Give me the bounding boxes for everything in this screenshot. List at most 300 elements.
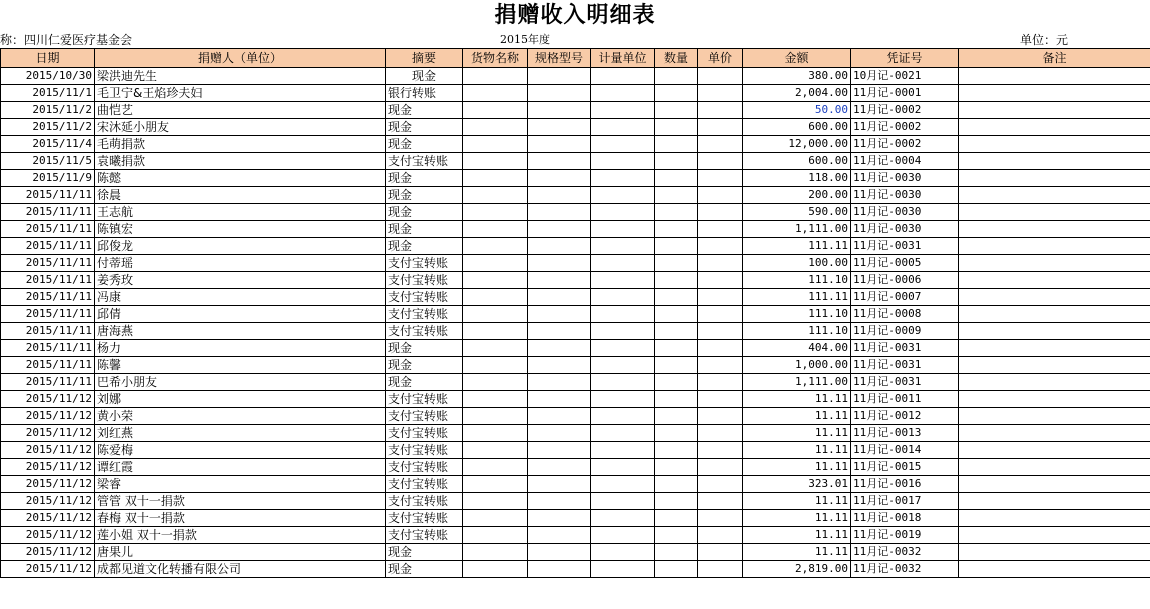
- cell-donor[interactable]: 邱俊龙: [95, 238, 386, 255]
- cell-goods[interactable]: [463, 153, 528, 170]
- cell-remark[interactable]: [959, 391, 1150, 408]
- cell-remark[interactable]: [959, 425, 1150, 442]
- cell-voucher[interactable]: 11月记-0007: [851, 289, 959, 306]
- cell-goods[interactable]: [463, 255, 528, 272]
- cell-voucher[interactable]: 10月记-0021: [851, 68, 959, 85]
- cell-voucher[interactable]: 11月记-0030: [851, 187, 959, 204]
- cell-donor[interactable]: 唐果儿: [95, 544, 386, 561]
- cell-price[interactable]: [698, 221, 743, 238]
- cell-voucher[interactable]: 11月记-0002: [851, 102, 959, 119]
- cell-price[interactable]: [698, 391, 743, 408]
- cell-summary[interactable]: 支付宝转账: [386, 476, 463, 493]
- cell-summary[interactable]: 支付宝转账: [386, 459, 463, 476]
- cell-amount[interactable]: 11.11: [743, 391, 851, 408]
- cell-donor[interactable]: 徐晨: [95, 187, 386, 204]
- cell-qty[interactable]: [655, 408, 698, 425]
- cell-summary[interactable]: 现金: [386, 357, 463, 374]
- cell-price[interactable]: [698, 527, 743, 544]
- cell-summary[interactable]: 现金: [386, 187, 463, 204]
- cell-amount[interactable]: 111.10: [743, 272, 851, 289]
- col-header-goods[interactable]: 货物名称: [463, 49, 528, 68]
- cell-voucher[interactable]: 11月记-0002: [851, 119, 959, 136]
- cell-qty[interactable]: [655, 102, 698, 119]
- cell-qty[interactable]: [655, 323, 698, 340]
- cell-goods[interactable]: [463, 561, 528, 578]
- cell-remark[interactable]: [959, 561, 1150, 578]
- cell-date[interactable]: 2015/11/12: [1, 510, 95, 527]
- cell-price[interactable]: [698, 425, 743, 442]
- cell-amount[interactable]: 12,000.00: [743, 136, 851, 153]
- cell-amount[interactable]: 200.00: [743, 187, 851, 204]
- cell-donor[interactable]: 陈馨: [95, 357, 386, 374]
- cell-qty[interactable]: [655, 68, 698, 85]
- cell-spec[interactable]: [528, 374, 591, 391]
- cell-spec[interactable]: [528, 493, 591, 510]
- cell-summary[interactable]: 支付宝转账: [386, 153, 463, 170]
- cell-spec[interactable]: [528, 289, 591, 306]
- cell-amount[interactable]: 1,000.00: [743, 357, 851, 374]
- cell-goods[interactable]: [463, 357, 528, 374]
- cell-amount[interactable]: 600.00: [743, 153, 851, 170]
- cell-remark[interactable]: [959, 476, 1150, 493]
- cell-date[interactable]: 2015/11/11: [1, 187, 95, 204]
- cell-amount[interactable]: 380.00: [743, 68, 851, 85]
- cell-spec[interactable]: [528, 459, 591, 476]
- cell-date[interactable]: 2015/11/12: [1, 391, 95, 408]
- cell-amount[interactable]: 590.00: [743, 204, 851, 221]
- cell-donor[interactable]: 邱倩: [95, 306, 386, 323]
- cell-remark[interactable]: [959, 170, 1150, 187]
- cell-price[interactable]: [698, 323, 743, 340]
- cell-goods[interactable]: [463, 68, 528, 85]
- cell-goods[interactable]: [463, 544, 528, 561]
- cell-donor[interactable]: 陈懿: [95, 170, 386, 187]
- cell-unit[interactable]: [591, 153, 655, 170]
- cell-summary[interactable]: 支付宝转账: [386, 289, 463, 306]
- cell-summary[interactable]: 支付宝转账: [386, 323, 463, 340]
- cell-date[interactable]: 2015/11/12: [1, 408, 95, 425]
- cell-price[interactable]: [698, 255, 743, 272]
- cell-qty[interactable]: [655, 306, 698, 323]
- col-header-summary[interactable]: 摘要: [386, 49, 463, 68]
- cell-amount[interactable]: 11.11: [743, 442, 851, 459]
- cell-goods[interactable]: [463, 425, 528, 442]
- cell-spec[interactable]: [528, 187, 591, 204]
- cell-price[interactable]: [698, 510, 743, 527]
- cell-unit[interactable]: [591, 272, 655, 289]
- cell-qty[interactable]: [655, 425, 698, 442]
- cell-summary[interactable]: 现金: [386, 204, 463, 221]
- cell-amount[interactable]: 323.01: [743, 476, 851, 493]
- cell-donor[interactable]: 杨力: [95, 340, 386, 357]
- cell-price[interactable]: [698, 102, 743, 119]
- cell-voucher[interactable]: 11月记-0017: [851, 493, 959, 510]
- col-header-price[interactable]: 单价: [698, 49, 743, 68]
- cell-goods[interactable]: [463, 102, 528, 119]
- cell-unit[interactable]: [591, 544, 655, 561]
- cell-summary[interactable]: 现金: [386, 374, 463, 391]
- cell-unit[interactable]: [591, 476, 655, 493]
- cell-remark[interactable]: [959, 204, 1150, 221]
- cell-unit[interactable]: [591, 374, 655, 391]
- cell-goods[interactable]: [463, 85, 528, 102]
- col-header-remark[interactable]: 备注: [959, 49, 1150, 68]
- cell-price[interactable]: [698, 153, 743, 170]
- cell-goods[interactable]: [463, 510, 528, 527]
- cell-price[interactable]: [698, 561, 743, 578]
- cell-qty[interactable]: [655, 357, 698, 374]
- cell-remark[interactable]: [959, 221, 1150, 238]
- cell-date[interactable]: 2015/11/11: [1, 340, 95, 357]
- cell-voucher[interactable]: 11月记-0016: [851, 476, 959, 493]
- col-header-amount[interactable]: 金额: [743, 49, 851, 68]
- cell-unit[interactable]: [591, 102, 655, 119]
- cell-amount[interactable]: 1,111.00: [743, 221, 851, 238]
- cell-remark[interactable]: [959, 238, 1150, 255]
- cell-spec[interactable]: [528, 561, 591, 578]
- cell-price[interactable]: [698, 136, 743, 153]
- cell-date[interactable]: 2015/11/12: [1, 493, 95, 510]
- cell-price[interactable]: [698, 204, 743, 221]
- cell-donor[interactable]: 刘红燕: [95, 425, 386, 442]
- cell-summary[interactable]: 支付宝转账: [386, 527, 463, 544]
- cell-spec[interactable]: [528, 442, 591, 459]
- cell-qty[interactable]: [655, 340, 698, 357]
- cell-amount[interactable]: 11.11: [743, 408, 851, 425]
- cell-summary[interactable]: 现金: [386, 102, 463, 119]
- cell-donor[interactable]: 梁洪迪先生: [95, 68, 386, 85]
- cell-remark[interactable]: [959, 289, 1150, 306]
- cell-price[interactable]: [698, 119, 743, 136]
- cell-goods[interactable]: [463, 136, 528, 153]
- cell-donor[interactable]: 刘娜: [95, 391, 386, 408]
- cell-date[interactable]: 2015/11/12: [1, 544, 95, 561]
- cell-voucher[interactable]: 11月记-0018: [851, 510, 959, 527]
- cell-summary[interactable]: 现金: [386, 170, 463, 187]
- cell-spec[interactable]: [528, 68, 591, 85]
- cell-remark[interactable]: [959, 527, 1150, 544]
- cell-qty[interactable]: [655, 153, 698, 170]
- cell-price[interactable]: [698, 544, 743, 561]
- cell-qty[interactable]: [655, 510, 698, 527]
- cell-donor[interactable]: 宋沐延小朋友: [95, 119, 386, 136]
- cell-qty[interactable]: [655, 527, 698, 544]
- cell-spec[interactable]: [528, 221, 591, 238]
- cell-date[interactable]: 2015/11/12: [1, 442, 95, 459]
- cell-summary[interactable]: 支付宝转账: [386, 272, 463, 289]
- cell-voucher[interactable]: 11月记-0012: [851, 408, 959, 425]
- cell-amount[interactable]: 2,004.00: [743, 85, 851, 102]
- cell-summary[interactable]: 支付宝转账: [386, 255, 463, 272]
- cell-qty[interactable]: [655, 170, 698, 187]
- cell-remark[interactable]: [959, 510, 1150, 527]
- cell-voucher[interactable]: 11月记-0030: [851, 170, 959, 187]
- cell-voucher[interactable]: 11月记-0013: [851, 425, 959, 442]
- cell-amount[interactable]: 111.11: [743, 289, 851, 306]
- cell-qty[interactable]: [655, 374, 698, 391]
- cell-voucher[interactable]: 11月记-0008: [851, 306, 959, 323]
- cell-amount[interactable]: 404.00: [743, 340, 851, 357]
- cell-donor[interactable]: 巴希小朋友: [95, 374, 386, 391]
- cell-spec[interactable]: [528, 255, 591, 272]
- cell-goods[interactable]: [463, 323, 528, 340]
- cell-amount[interactable]: 11.11: [743, 493, 851, 510]
- cell-unit[interactable]: [591, 221, 655, 238]
- cell-unit[interactable]: [591, 561, 655, 578]
- cell-remark[interactable]: [959, 272, 1150, 289]
- cell-remark[interactable]: [959, 442, 1150, 459]
- cell-goods[interactable]: [463, 289, 528, 306]
- cell-spec[interactable]: [528, 425, 591, 442]
- cell-date[interactable]: 2015/11/1: [1, 85, 95, 102]
- cell-qty[interactable]: [655, 255, 698, 272]
- cell-spec[interactable]: [528, 510, 591, 527]
- cell-spec[interactable]: [528, 340, 591, 357]
- cell-amount[interactable]: 11.11: [743, 510, 851, 527]
- cell-spec[interactable]: [528, 85, 591, 102]
- cell-date[interactable]: 2015/11/11: [1, 221, 95, 238]
- cell-price[interactable]: [698, 306, 743, 323]
- cell-date[interactable]: 2015/11/11: [1, 255, 95, 272]
- cell-voucher[interactable]: 11月记-0004: [851, 153, 959, 170]
- cell-unit[interactable]: [591, 119, 655, 136]
- cell-qty[interactable]: [655, 493, 698, 510]
- cell-date[interactable]: 2015/11/5: [1, 153, 95, 170]
- cell-goods[interactable]: [463, 408, 528, 425]
- cell-unit[interactable]: [591, 170, 655, 187]
- cell-summary[interactable]: 现金: [386, 119, 463, 136]
- cell-amount[interactable]: 111.10: [743, 306, 851, 323]
- cell-spec[interactable]: [528, 102, 591, 119]
- cell-summary[interactable]: 现金: [386, 340, 463, 357]
- col-header-spec[interactable]: 规格型号: [528, 49, 591, 68]
- cell-qty[interactable]: [655, 136, 698, 153]
- cell-date[interactable]: 2015/11/11: [1, 272, 95, 289]
- cell-unit[interactable]: [591, 136, 655, 153]
- cell-spec[interactable]: [528, 476, 591, 493]
- cell-donor[interactable]: 姜秀玫: [95, 272, 386, 289]
- cell-qty[interactable]: [655, 561, 698, 578]
- cell-price[interactable]: [698, 170, 743, 187]
- cell-date[interactable]: 2015/11/11: [1, 323, 95, 340]
- cell-price[interactable]: [698, 340, 743, 357]
- cell-date[interactable]: 2015/11/2: [1, 119, 95, 136]
- cell-donor[interactable]: 春梅 双十一捐款: [95, 510, 386, 527]
- cell-remark[interactable]: [959, 255, 1150, 272]
- cell-price[interactable]: [698, 442, 743, 459]
- cell-unit[interactable]: [591, 85, 655, 102]
- cell-goods[interactable]: [463, 238, 528, 255]
- cell-spec[interactable]: [528, 544, 591, 561]
- cell-summary[interactable]: 现金: [386, 561, 463, 578]
- cell-price[interactable]: [698, 85, 743, 102]
- cell-summary[interactable]: 现金: [386, 221, 463, 238]
- cell-goods[interactable]: [463, 442, 528, 459]
- cell-donor[interactable]: 陈镇宏: [95, 221, 386, 238]
- cell-voucher[interactable]: 11月记-0031: [851, 357, 959, 374]
- cell-price[interactable]: [698, 408, 743, 425]
- cell-date[interactable]: 2015/11/2: [1, 102, 95, 119]
- cell-voucher[interactable]: 11月记-0014: [851, 442, 959, 459]
- cell-donor[interactable]: 冯康: [95, 289, 386, 306]
- cell-amount[interactable]: 111.11: [743, 238, 851, 255]
- cell-voucher[interactable]: 11月记-0031: [851, 340, 959, 357]
- cell-spec[interactable]: [528, 408, 591, 425]
- cell-voucher[interactable]: 11月记-0019: [851, 527, 959, 544]
- cell-remark[interactable]: [959, 408, 1150, 425]
- cell-voucher[interactable]: 11月记-0001: [851, 85, 959, 102]
- cell-summary[interactable]: 支付宝转账: [386, 442, 463, 459]
- cell-qty[interactable]: [655, 459, 698, 476]
- col-header-unit[interactable]: 计量单位: [591, 49, 655, 68]
- cell-qty[interactable]: [655, 85, 698, 102]
- cell-unit[interactable]: [591, 289, 655, 306]
- cell-date[interactable]: 2015/11/12: [1, 476, 95, 493]
- cell-voucher[interactable]: 11月记-0005: [851, 255, 959, 272]
- cell-goods[interactable]: [463, 340, 528, 357]
- cell-goods[interactable]: [463, 459, 528, 476]
- cell-qty[interactable]: [655, 221, 698, 238]
- cell-remark[interactable]: [959, 493, 1150, 510]
- cell-unit[interactable]: [591, 391, 655, 408]
- cell-price[interactable]: [698, 272, 743, 289]
- cell-summary[interactable]: 现金: [386, 544, 463, 561]
- cell-date[interactable]: 2015/11/11: [1, 238, 95, 255]
- cell-date[interactable]: 2015/11/11: [1, 357, 95, 374]
- cell-donor[interactable]: 莲小姐 双十一捐款: [95, 527, 386, 544]
- cell-donor[interactable]: 毛萌捐款: [95, 136, 386, 153]
- cell-remark[interactable]: [959, 374, 1150, 391]
- cell-donor[interactable]: 黄小荣: [95, 408, 386, 425]
- cell-price[interactable]: [698, 476, 743, 493]
- cell-spec[interactable]: [528, 238, 591, 255]
- cell-remark[interactable]: [959, 153, 1150, 170]
- cell-spec[interactable]: [528, 527, 591, 544]
- cell-remark[interactable]: [959, 323, 1150, 340]
- cell-unit[interactable]: [591, 68, 655, 85]
- cell-qty[interactable]: [655, 272, 698, 289]
- col-header-qty[interactable]: 数量: [655, 49, 698, 68]
- col-header-date[interactable]: 日期: [1, 49, 95, 68]
- cell-summary[interactable]: 支付宝转账: [386, 391, 463, 408]
- cell-donor[interactable]: 王志航: [95, 204, 386, 221]
- cell-price[interactable]: [698, 459, 743, 476]
- cell-voucher[interactable]: 11月记-0030: [851, 221, 959, 238]
- cell-goods[interactable]: [463, 306, 528, 323]
- cell-unit[interactable]: [591, 493, 655, 510]
- cell-unit[interactable]: [591, 306, 655, 323]
- cell-qty[interactable]: [655, 119, 698, 136]
- cell-unit[interactable]: [591, 204, 655, 221]
- cell-spec[interactable]: [528, 357, 591, 374]
- cell-voucher[interactable]: 11月记-0002: [851, 136, 959, 153]
- cell-spec[interactable]: [528, 136, 591, 153]
- cell-spec[interactable]: [528, 204, 591, 221]
- cell-spec[interactable]: [528, 323, 591, 340]
- cell-remark[interactable]: [959, 68, 1150, 85]
- cell-goods[interactable]: [463, 204, 528, 221]
- cell-date[interactable]: 2015/11/9: [1, 170, 95, 187]
- col-header-donor[interactable]: 捐赠人（单位）: [95, 49, 386, 68]
- cell-goods[interactable]: [463, 187, 528, 204]
- cell-amount[interactable]: 111.10: [743, 323, 851, 340]
- cell-goods[interactable]: [463, 170, 528, 187]
- cell-voucher[interactable]: 11月记-0032: [851, 544, 959, 561]
- cell-unit[interactable]: [591, 357, 655, 374]
- cell-unit[interactable]: [591, 510, 655, 527]
- cell-remark[interactable]: [959, 187, 1150, 204]
- cell-unit[interactable]: [591, 340, 655, 357]
- cell-unit[interactable]: [591, 442, 655, 459]
- cell-date[interactable]: 2015/11/12: [1, 459, 95, 476]
- cell-voucher[interactable]: 11月记-0031: [851, 374, 959, 391]
- cell-unit[interactable]: [591, 255, 655, 272]
- cell-unit[interactable]: [591, 425, 655, 442]
- cell-unit[interactable]: [591, 238, 655, 255]
- cell-donor[interactable]: 成都见道文化转播有限公司: [95, 561, 386, 578]
- cell-goods[interactable]: [463, 476, 528, 493]
- cell-qty[interactable]: [655, 476, 698, 493]
- cell-goods[interactable]: [463, 493, 528, 510]
- cell-qty[interactable]: [655, 442, 698, 459]
- cell-spec[interactable]: [528, 153, 591, 170]
- cell-voucher[interactable]: 11月记-0006: [851, 272, 959, 289]
- cell-price[interactable]: [698, 187, 743, 204]
- cell-goods[interactable]: [463, 272, 528, 289]
- cell-goods[interactable]: [463, 119, 528, 136]
- cell-donor[interactable]: 梁睿: [95, 476, 386, 493]
- cell-qty[interactable]: [655, 289, 698, 306]
- cell-spec[interactable]: [528, 272, 591, 289]
- cell-date[interactable]: 2015/11/4: [1, 136, 95, 153]
- cell-donor[interactable]: 谭红霞: [95, 459, 386, 476]
- cell-price[interactable]: [698, 493, 743, 510]
- cell-goods[interactable]: [463, 374, 528, 391]
- cell-summary[interactable]: 支付宝转账: [386, 306, 463, 323]
- col-header-voucher[interactable]: 凭证号: [851, 49, 959, 68]
- cell-date[interactable]: 2015/11/11: [1, 374, 95, 391]
- cell-amount[interactable]: 2,819.00: [743, 561, 851, 578]
- cell-remark[interactable]: [959, 459, 1150, 476]
- cell-voucher[interactable]: 11月记-0009: [851, 323, 959, 340]
- cell-remark[interactable]: [959, 340, 1150, 357]
- cell-spec[interactable]: [528, 170, 591, 187]
- cell-price[interactable]: [698, 68, 743, 85]
- cell-unit[interactable]: [591, 408, 655, 425]
- cell-unit[interactable]: [591, 459, 655, 476]
- cell-voucher[interactable]: 11月记-0015: [851, 459, 959, 476]
- cell-summary[interactable]: 支付宝转账: [386, 493, 463, 510]
- cell-voucher[interactable]: 11月记-0032: [851, 561, 959, 578]
- cell-amount[interactable]: 100.00: [743, 255, 851, 272]
- cell-remark[interactable]: [959, 357, 1150, 374]
- cell-goods[interactable]: [463, 221, 528, 238]
- cell-date[interactable]: 2015/11/11: [1, 204, 95, 221]
- cell-date[interactable]: 2015/11/12: [1, 561, 95, 578]
- cell-donor[interactable]: 袁曦捐款: [95, 153, 386, 170]
- cell-amount[interactable]: 1,111.00: [743, 374, 851, 391]
- cell-date[interactable]: 2015/11/11: [1, 289, 95, 306]
- cell-qty[interactable]: [655, 204, 698, 221]
- cell-date[interactable]: 2015/10/30: [1, 68, 95, 85]
- cell-amount[interactable]: 600.00: [743, 119, 851, 136]
- cell-price[interactable]: [698, 357, 743, 374]
- cell-qty[interactable]: [655, 544, 698, 561]
- cell-voucher[interactable]: 11月记-0011: [851, 391, 959, 408]
- cell-amount[interactable]: 11.11: [743, 544, 851, 561]
- cell-summary[interactable]: 现金: [386, 238, 463, 255]
- cell-amount[interactable]: 118.00: [743, 170, 851, 187]
